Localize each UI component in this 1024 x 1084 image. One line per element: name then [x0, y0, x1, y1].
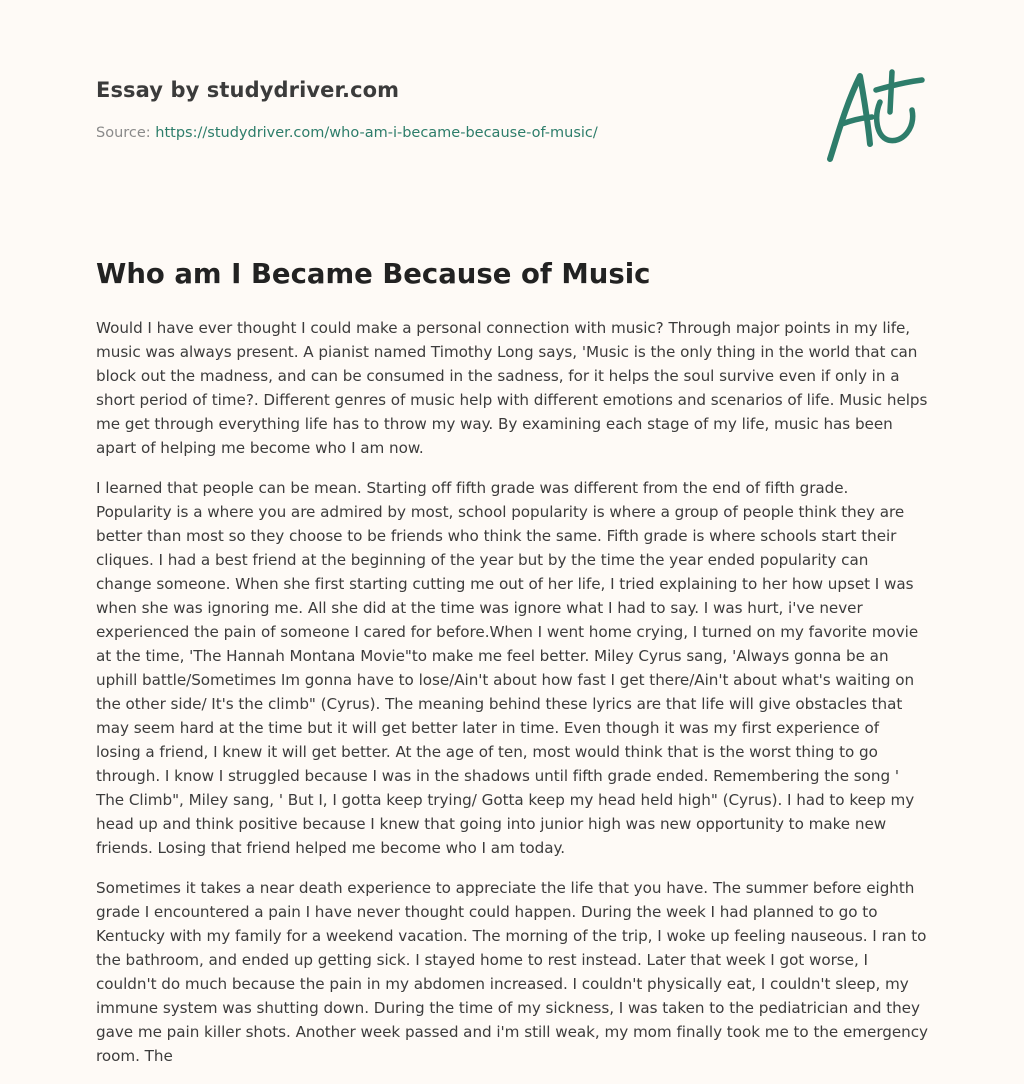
source-label: Source: — [96, 125, 151, 141]
essay-paragraph: Would I have ever thought I could make a personal connection with music? Through major points in my life, music was always present. A pianist named Timothy Long says, 'Music is the only thing in the world that can block out the madness, and can be consumed in the sadness, for it helps the soul survive even if only in a short period of time?. Different genres of music help with different emotions and scenarios of life. Music helps me get through everything life has to throw my way. By examining each stage of my life, music has been apart of helping me become who I am now. — [96, 319, 928, 457]
essay-paragraph: I learned that people can be mean. Starting off fifth grade was different from the end of fifth grade. Popularity is a where you are admired by most, school popularity is where a group of people think they are better than most so they choose to be friends who think the same. Fifth grade is where schools start their cliques. I had a best friend at the beginning of the year but by the time the year ended popularity can change someone. When she first starting cutting me out of her life, I tried explaining to her how upset I was when she was ignoring me. All she did at the time was ignore what I had to say. I was hurt, i've never experienced the pain of someone I cared for before.When I went home crying, I turned on my favorite movie at the time, 'The Hannah Montana Movie"to make me feel better. Miley Cyrus sang, 'Always gonna be an uphill battle/Sometimes Im gonna have to lose/Ain't about how fast I get there/Ain't about what's waiting on the other side/ It's the climb" (Cyrus). The meaning behind these lyrics are that life will give obstacles that may seem hard at the time but it will get better later in time. Even though it was my first experience of losing a friend, I knew it will get better. At the age of ten, most would think that is the worst thing to go through. I know I struggled because I was in the shadows until fifth grade ended. Remembering the song ' The Climb", Miley sang, ' But I, I gotta keep trying/ Gotta keep my head held high" (Cyrus). I had to keep my head up and think positive because I knew that going into junior high was new opportunity to make new friends. Losing that friend helped me become who I am today. — [96, 479, 919, 857]
a-plus-logo-icon — [820, 64, 930, 168]
brand-title: Essay by studydriver.com — [96, 78, 400, 102]
source-link[interactable]: https://studydriver.com/who-am-i-became-because-of-music/ — [155, 125, 598, 141]
essay-paragraph: Sometimes it takes a near death experience to appreciate the life that you have. The summer before eighth grade I encountered a pain I have never thought could happen. During the week I had planned to go to Kentucky with my family for a weekend vacation. The morning of the trip, I woke up feeling nauseous. I ran to the bathroom, and ended up getting sick. I stayed home to rest instead. Later that week I got worse, I couldn't do much because the pain in my abdomen increased. I couldn't physically eat, I couldn't sleep, my immune system was shutting down. During the time of my sickness, I was taken to the pediatrician and they gave me pain killer shots. Another week passed and i'm still weak, my mom finally took me to the emergency room. The — [96, 879, 928, 1065]
essay-header — [96, 76, 716, 143]
essay-body — [96, 316, 928, 1084]
source-line — [96, 123, 716, 143]
essay-title: Who am I Became Because of Music — [96, 258, 651, 290]
